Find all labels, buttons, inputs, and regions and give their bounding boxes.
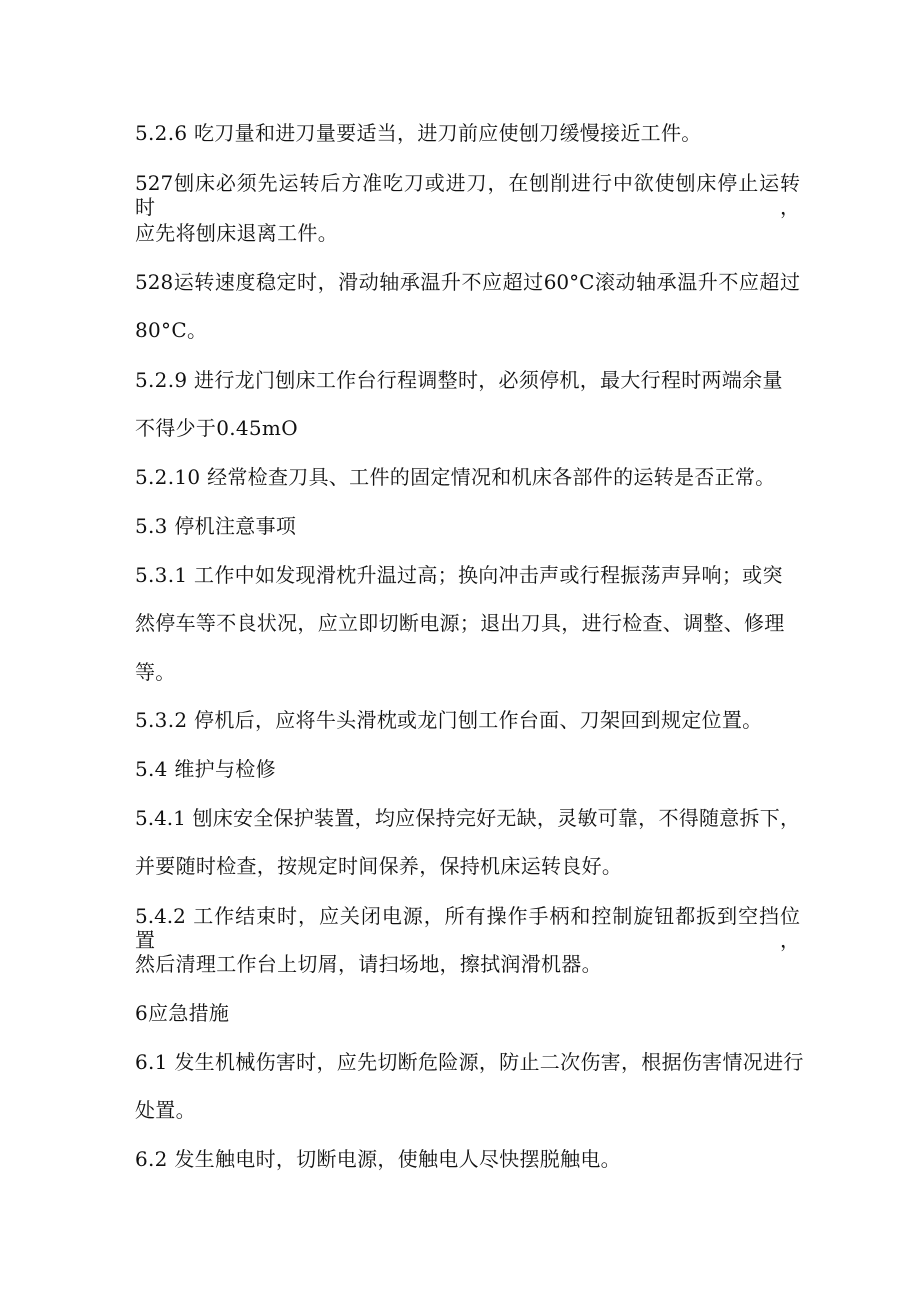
text-line-5-2-8: 528运转速度稳定时，滑动轴承温升不应超过60°C滚动轴承温升不应超过 [135, 270, 800, 294]
text-line-5-4-2: 5.4.2 工作结束时，应关闭电源，所有操作手柄和控制旋钮都扳到空挡位置， [135, 904, 800, 952]
text-line-5-2-9-cont: 不得少于0.45mO [135, 416, 298, 440]
text-line-5-2-6: 5.2.6 吃刀量和进刀量要适当，进刀前应使刨刀缓慢接近工件。 [135, 121, 702, 145]
text-line-6-1-cont: 处置。 [135, 1098, 196, 1122]
text-line-5-3-1-cont: 然停车等不良状况，应立即切断电源；退出刀具，进行检查、调整、修理 [135, 611, 785, 635]
text-line-6-2: 6.2 发生触电时，切断电源，使触电人尽快摆脱触电。 [135, 1147, 621, 1171]
section-heading-6: 6应急措施 [135, 1001, 230, 1025]
text-line-5-4-2-cont: 然后清理工作台上切屑，请扫场地，擦拭润滑机器。 [135, 952, 602, 976]
text-line-5-2-9: 5.2.9 进行龙门刨床工作台行程调整时，必须停机，最大行程时两端余量 [135, 368, 783, 392]
text-line-5-2-7-cont: 应先将刨床退离工件。 [135, 221, 338, 245]
text-line-5-2-8-cont: 80°C。 [135, 318, 208, 342]
section-heading-5-4: 5.4 维护与检修 [135, 757, 276, 781]
text-line-5-3-1: 5.3.1 工作中如发现滑枕升温过高；换向冲击声或行程振荡声异响；或突 [135, 563, 783, 587]
text-line-5-3-1-end: 等。 [135, 660, 176, 684]
section-heading-5-3: 5.3 停机注意事项 [135, 514, 297, 538]
text-line-6-1: 6.1 发生机械伤害时，应先切断危险源，防止二次伤害，根据伤害情况进行 [135, 1050, 804, 1074]
text-line-5-2-7: 527刨床必须先运转后方准吃刀或进刀，在刨削进行中欲使刨床停止运转时， [135, 171, 800, 219]
text-line-5-2-10: 5.2.10 经常检查刀具、工件的固定情况和机床各部件的运转是否正常。 [135, 465, 776, 489]
text-line-5-4-1: 5.4.1 刨床安全保护装置，均应保持完好无缺，灵敏可靠，不得随意拆下， [135, 806, 800, 830]
text-line-5-4-1-cont: 并要随时检查，按规定时间保养，保持机床运转良好。 [135, 854, 623, 878]
text-line-5-3-2: 5.3.2 停机后，应将牛头滑枕或龙门刨工作台面、刀架回到规定位置。 [135, 708, 763, 732]
